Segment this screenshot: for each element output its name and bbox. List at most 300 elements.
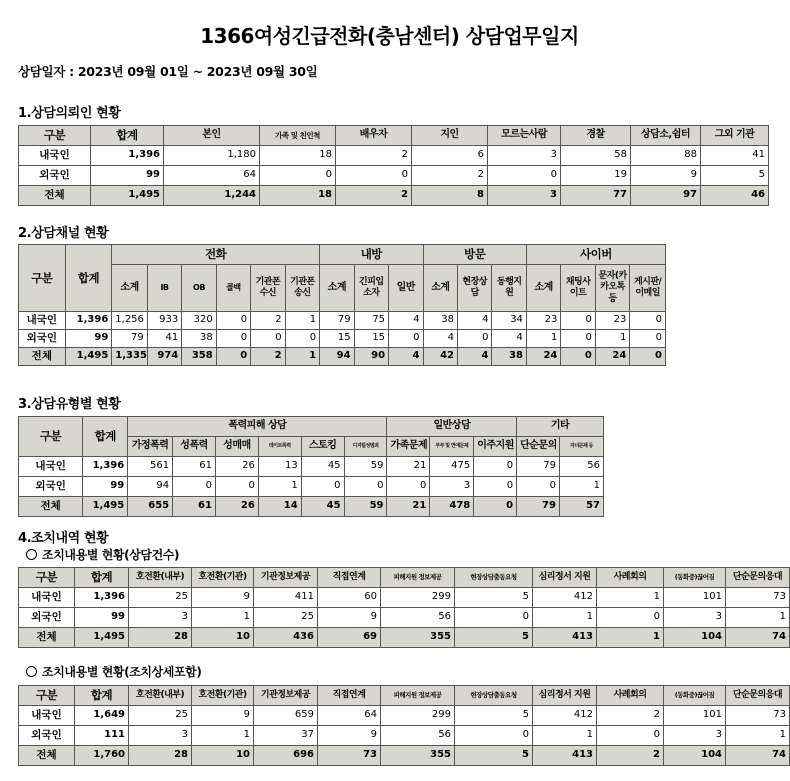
table-row bbox=[19, 588, 790, 608]
table-cell: 34 bbox=[492, 312, 526, 330]
table-cell: 38 bbox=[492, 348, 526, 366]
col-header: 호전환(내부) bbox=[129, 686, 192, 706]
action-table-detail bbox=[18, 685, 790, 766]
table-cell: 5 bbox=[701, 166, 769, 186]
table-cell: 1 bbox=[192, 726, 254, 746]
table-cell: 23 bbox=[595, 312, 629, 330]
circle-bullet-icon bbox=[26, 666, 37, 677]
table-cell: 1 bbox=[726, 726, 790, 746]
channel-table bbox=[18, 244, 666, 366]
table-cell: 659 bbox=[254, 706, 318, 726]
table-cell: 74 bbox=[726, 746, 790, 766]
col-header: 구분 bbox=[19, 417, 83, 457]
table-cell: 0 bbox=[561, 348, 595, 366]
client-table bbox=[18, 125, 769, 206]
client-table-header bbox=[19, 126, 769, 146]
section-3-heading: 3.상담유형별 현황 bbox=[18, 397, 121, 412]
table-cell: 9 bbox=[318, 726, 381, 746]
table-cell: 10 bbox=[192, 628, 254, 648]
table-cell: 15 bbox=[320, 330, 354, 348]
table-cell: 57 bbox=[559, 497, 603, 517]
table-cell: 104 bbox=[664, 746, 726, 766]
table-cell: 4 bbox=[423, 330, 457, 348]
col-header: 구분 bbox=[19, 686, 75, 706]
table-cell: 101 bbox=[664, 588, 726, 608]
table-cell: 0 bbox=[285, 330, 319, 348]
table-row bbox=[19, 477, 604, 497]
sub-header: IB bbox=[147, 265, 181, 312]
section-1-heading: 1.상담의뢰인 현황 bbox=[18, 106, 121, 121]
col-header: 합계 bbox=[75, 686, 129, 706]
table-cell: 18 bbox=[260, 186, 336, 206]
circle-bullet-icon bbox=[26, 549, 37, 560]
col-header: 호전환(기관) bbox=[192, 568, 254, 588]
channel-sub-header bbox=[19, 265, 666, 312]
table-cell: 1,396 bbox=[75, 588, 129, 608]
table-cell: 2 bbox=[251, 348, 285, 366]
table-cell: 41 bbox=[147, 330, 181, 348]
table-cell: 933 bbox=[147, 312, 181, 330]
col-header: 합계 bbox=[65, 245, 112, 312]
col-header: 호전환(내부) bbox=[129, 568, 192, 588]
table-cell: 1,649 bbox=[75, 706, 129, 726]
table-cell: 90 bbox=[354, 348, 388, 366]
table-row bbox=[19, 330, 666, 348]
table-cell: 0 bbox=[474, 497, 517, 517]
table-cell: 1,396 bbox=[83, 457, 128, 477]
table-cell: 1 bbox=[285, 312, 319, 330]
row-label: 내국인 bbox=[19, 146, 91, 166]
col-header: 심리정서 지원 bbox=[533, 568, 597, 588]
table-cell: 21 bbox=[387, 497, 430, 517]
table-cell: 0 bbox=[216, 348, 250, 366]
table-cell: 37 bbox=[254, 726, 318, 746]
table-cell: 14 bbox=[258, 497, 301, 517]
sub-header: 소계 bbox=[423, 265, 457, 312]
col-header: 기관정보제공 bbox=[254, 686, 318, 706]
table-cell: 21 bbox=[387, 457, 430, 477]
table-cell: 358 bbox=[182, 348, 216, 366]
table-cell: 1 bbox=[597, 628, 664, 648]
table-cell: 0 bbox=[488, 166, 561, 186]
table-row bbox=[19, 726, 790, 746]
col-header: 합계 bbox=[83, 417, 128, 457]
table-cell: 1,244 bbox=[164, 186, 260, 206]
sub-header: 콜백 bbox=[216, 265, 250, 312]
table-cell: 2 bbox=[597, 746, 664, 766]
type-table bbox=[18, 416, 604, 517]
table-cell: 320 bbox=[182, 312, 216, 330]
table-cell: 0 bbox=[389, 330, 423, 348]
table-cell: 3 bbox=[129, 608, 192, 628]
table-total-row bbox=[19, 348, 666, 366]
col-header: 배우자 bbox=[336, 126, 412, 146]
sub-header: 소계 bbox=[112, 265, 147, 312]
table-cell: 101 bbox=[664, 706, 726, 726]
table-cell: 0 bbox=[215, 477, 258, 497]
table-cell: 28 bbox=[129, 746, 192, 766]
table-cell: 411 bbox=[254, 588, 318, 608]
table-cell: 94 bbox=[128, 477, 173, 497]
table-cell: 5 bbox=[455, 588, 533, 608]
sub-header: 데이트폭력 bbox=[258, 437, 301, 457]
table-cell: 60 bbox=[318, 588, 381, 608]
table-cell: 56 bbox=[381, 726, 455, 746]
col-header: 구분 bbox=[19, 245, 66, 312]
table-cell: 3 bbox=[488, 146, 561, 166]
table-cell: 1,495 bbox=[75, 628, 129, 648]
table-cell: 46 bbox=[701, 186, 769, 206]
table-total-row bbox=[19, 746, 790, 766]
table-cell: 79 bbox=[517, 497, 560, 517]
table-cell: 1,256 bbox=[112, 312, 147, 330]
row-label: 전체 bbox=[19, 186, 91, 206]
table-cell: 1,760 bbox=[75, 746, 129, 766]
table-cell: 45 bbox=[301, 457, 344, 477]
sub-header: 디지털성범죄 bbox=[344, 437, 387, 457]
table-cell: 25 bbox=[129, 588, 192, 608]
row-label: 전체 bbox=[19, 746, 75, 766]
table-cell: 413 bbox=[533, 628, 597, 648]
table-cell: 23 bbox=[526, 312, 560, 330]
table-cell: 9 bbox=[192, 706, 254, 726]
table-cell: 0 bbox=[630, 348, 666, 366]
page-title: 1366여성긴급전화(충남센터) 상담업무일지 bbox=[200, 24, 579, 48]
table-cell: 1,495 bbox=[91, 186, 164, 206]
table-cell: 4 bbox=[389, 348, 423, 366]
table-cell: 0 bbox=[561, 330, 595, 348]
group-header: 일반상담 bbox=[387, 417, 517, 437]
sub-header: 스토킹 bbox=[301, 437, 344, 457]
col-header: 직접연계 bbox=[318, 568, 381, 588]
table-cell: 1 bbox=[533, 608, 597, 628]
table-cell: 436 bbox=[254, 628, 318, 648]
action-table-header bbox=[19, 568, 790, 588]
table-cell: 3 bbox=[664, 608, 726, 628]
table-cell: 1,396 bbox=[91, 146, 164, 166]
table-cell: 25 bbox=[129, 706, 192, 726]
table-row bbox=[19, 312, 666, 330]
sub-header: 자녀문제 등 bbox=[559, 437, 603, 457]
table-cell: 0 bbox=[387, 477, 430, 497]
table-cell: 104 bbox=[664, 628, 726, 648]
sub-header: 성매매 bbox=[215, 437, 258, 457]
table-cell: 26 bbox=[215, 497, 258, 517]
table-row bbox=[19, 457, 604, 477]
table-cell: 99 bbox=[83, 477, 128, 497]
row-label: 외국인 bbox=[19, 726, 75, 746]
channel-group-header bbox=[19, 245, 666, 265]
subsection-2-heading: 조치내용별 현황(조치상세포함) bbox=[26, 663, 201, 680]
table-cell: 5 bbox=[455, 706, 533, 726]
table-cell: 75 bbox=[354, 312, 388, 330]
sub-header: 동행지원 bbox=[492, 265, 526, 312]
table-cell: 0 bbox=[216, 312, 250, 330]
col-header: 호전환(기관) bbox=[192, 686, 254, 706]
col-header: (동화중)끊어짐 bbox=[664, 568, 726, 588]
col-header: 피해지원 정보제공 bbox=[381, 686, 455, 706]
group-header: 내방 bbox=[320, 245, 423, 265]
table-cell: 26 bbox=[215, 457, 258, 477]
table-cell: 15 bbox=[354, 330, 388, 348]
table-cell: 111 bbox=[75, 726, 129, 746]
table-cell: 9 bbox=[318, 608, 381, 628]
table-cell: 1,335 bbox=[112, 348, 147, 366]
col-header: 직접연계 bbox=[318, 686, 381, 706]
group-header: 기타 bbox=[517, 417, 604, 437]
col-header: 가족 및 친인척 bbox=[260, 126, 336, 146]
sub-header: OB bbox=[182, 265, 216, 312]
row-label: 전체 bbox=[19, 348, 66, 366]
col-header: 본인 bbox=[164, 126, 260, 146]
col-header: 현장상담출동요청 bbox=[455, 686, 533, 706]
table-cell: 10 bbox=[192, 746, 254, 766]
sub-header: 성폭력 bbox=[173, 437, 216, 457]
col-header: 피해지원 정보제공 bbox=[381, 568, 455, 588]
table-cell: 13 bbox=[258, 457, 301, 477]
table-cell: 38 bbox=[423, 312, 457, 330]
table-cell: 1 bbox=[595, 330, 629, 348]
col-header: 구분 bbox=[19, 568, 75, 588]
table-cell: 0 bbox=[630, 330, 666, 348]
table-cell: 478 bbox=[430, 497, 474, 517]
sub-header: 기관폰 수신 bbox=[251, 265, 285, 312]
row-label: 외국인 bbox=[19, 330, 66, 348]
table-cell: 79 bbox=[517, 457, 560, 477]
sub-header: 부부 및 연애문제 bbox=[430, 437, 474, 457]
col-header: 상담소,쉼터 bbox=[631, 126, 701, 146]
table-cell: 69 bbox=[318, 628, 381, 648]
group-header: 사이버 bbox=[526, 245, 665, 265]
table-row bbox=[19, 706, 790, 726]
table-cell: 59 bbox=[344, 497, 387, 517]
table-cell: 2 bbox=[251, 312, 285, 330]
col-header: 지인 bbox=[412, 126, 488, 146]
table-cell: 0 bbox=[455, 726, 533, 746]
table-cell: 94 bbox=[320, 348, 354, 366]
sub-header: 문자(카카오톡등 bbox=[595, 265, 629, 312]
table-cell: 0 bbox=[216, 330, 250, 348]
table-cell: 2 bbox=[412, 166, 488, 186]
table-cell: 25 bbox=[254, 608, 318, 628]
table-cell: 1 bbox=[597, 588, 664, 608]
table-cell: 0 bbox=[251, 330, 285, 348]
row-label: 내국인 bbox=[19, 706, 75, 726]
row-label: 외국인 bbox=[19, 166, 91, 186]
table-cell: 56 bbox=[559, 457, 603, 477]
table-cell: 1 bbox=[559, 477, 603, 497]
table-cell: 1,180 bbox=[164, 146, 260, 166]
table-cell: 56 bbox=[381, 608, 455, 628]
table-cell: 0 bbox=[457, 330, 491, 348]
table-cell: 88 bbox=[631, 146, 701, 166]
table-cell: 97 bbox=[631, 186, 701, 206]
row-label: 외국인 bbox=[19, 608, 75, 628]
table-cell: 299 bbox=[381, 588, 455, 608]
table-cell: 0 bbox=[173, 477, 216, 497]
table-cell: 4 bbox=[457, 348, 491, 366]
table-cell: 355 bbox=[381, 746, 455, 766]
table-cell: 3 bbox=[129, 726, 192, 746]
table-cell: 8 bbox=[412, 186, 488, 206]
group-header: 폭력피해 상담 bbox=[128, 417, 387, 437]
col-header: 경찰 bbox=[561, 126, 631, 146]
table-cell: 299 bbox=[381, 706, 455, 726]
table-cell: 0 bbox=[301, 477, 344, 497]
table-cell: 412 bbox=[533, 588, 597, 608]
row-label: 내국인 bbox=[19, 457, 83, 477]
table-cell: 18 bbox=[260, 146, 336, 166]
table-cell: 6 bbox=[412, 146, 488, 166]
col-header: 모르는사람 bbox=[488, 126, 561, 146]
table-cell: 61 bbox=[173, 457, 216, 477]
col-header: 단순문의응대 bbox=[726, 568, 790, 588]
sub-header: 기관폰 송신 bbox=[285, 265, 319, 312]
col-header: 사례회의 bbox=[597, 686, 664, 706]
table-cell: 0 bbox=[455, 608, 533, 628]
table-cell: 79 bbox=[112, 330, 147, 348]
table-cell: 475 bbox=[430, 457, 474, 477]
table-cell: 64 bbox=[318, 706, 381, 726]
table-cell: 1 bbox=[192, 608, 254, 628]
table-cell: 2 bbox=[597, 706, 664, 726]
table-cell: 9 bbox=[192, 588, 254, 608]
table-cell: 412 bbox=[533, 706, 597, 726]
sub-header: 긴피입소자 bbox=[354, 265, 388, 312]
subsection-1-heading: 조치내용별 현황(상담건수) bbox=[26, 546, 179, 563]
table-cell: 0 bbox=[474, 477, 517, 497]
table-cell: 1,396 bbox=[65, 312, 112, 330]
table-cell: 19 bbox=[561, 166, 631, 186]
table-cell: 99 bbox=[65, 330, 112, 348]
table-row bbox=[19, 166, 769, 186]
table-cell: 1 bbox=[526, 330, 560, 348]
table-cell: 0 bbox=[260, 166, 336, 186]
group-header: 전화 bbox=[112, 245, 320, 265]
table-row bbox=[19, 146, 769, 166]
col-header: 현장상담출동요청 bbox=[455, 568, 533, 588]
table-cell: 77 bbox=[561, 186, 631, 206]
table-cell: 974 bbox=[147, 348, 181, 366]
action-table-header bbox=[19, 686, 790, 706]
sub-header: 가족문제 bbox=[387, 437, 430, 457]
table-cell: 38 bbox=[182, 330, 216, 348]
table-cell: 355 bbox=[381, 628, 455, 648]
table-cell: 1,495 bbox=[65, 348, 112, 366]
table-cell: 73 bbox=[726, 588, 790, 608]
table-cell: 5 bbox=[455, 746, 533, 766]
table-cell: 1 bbox=[285, 348, 319, 366]
table-cell: 0 bbox=[597, 608, 664, 628]
row-label: 전체 bbox=[19, 497, 83, 517]
table-cell: 45 bbox=[301, 497, 344, 517]
col-header: 사례회의 bbox=[597, 568, 664, 588]
type-group-header bbox=[19, 417, 604, 437]
table-cell: 0 bbox=[336, 166, 412, 186]
consult-period: 상담일자 : 2023년 09월 01일 ~ 2023년 09월 30일 bbox=[18, 64, 318, 79]
table-cell: 0 bbox=[597, 726, 664, 746]
table-cell: 0 bbox=[517, 477, 560, 497]
sub-header: 소계 bbox=[320, 265, 354, 312]
table-cell: 655 bbox=[128, 497, 173, 517]
sub-header: 게시판/이메일 bbox=[630, 265, 666, 312]
col-header: 구분 bbox=[19, 126, 91, 146]
table-cell: 1,495 bbox=[83, 497, 128, 517]
col-header: 단순문의응대 bbox=[726, 686, 790, 706]
row-label: 내국인 bbox=[19, 588, 75, 608]
col-header: 합계 bbox=[75, 568, 129, 588]
table-cell: 1 bbox=[258, 477, 301, 497]
table-cell: 3 bbox=[430, 477, 474, 497]
col-header: 그외 기관 bbox=[701, 126, 769, 146]
table-cell: 0 bbox=[344, 477, 387, 497]
sub-header: 소계 bbox=[526, 265, 560, 312]
table-cell: 3 bbox=[664, 726, 726, 746]
table-cell: 74 bbox=[726, 628, 790, 648]
table-cell: 24 bbox=[526, 348, 560, 366]
table-total-row bbox=[19, 497, 604, 517]
table-cell: 1 bbox=[726, 608, 790, 628]
table-cell: 0 bbox=[561, 312, 595, 330]
sub-header: 일반 bbox=[389, 265, 423, 312]
col-header: 합계 bbox=[91, 126, 164, 146]
table-cell: 24 bbox=[595, 348, 629, 366]
sub-header: 단순문의 bbox=[517, 437, 560, 457]
sub-header: 채팅사이트 bbox=[561, 265, 595, 312]
col-header: 심리정서 지원 bbox=[533, 686, 597, 706]
table-cell: 28 bbox=[129, 628, 192, 648]
table-cell: 2 bbox=[336, 186, 412, 206]
table-cell: 73 bbox=[318, 746, 381, 766]
table-cell: 0 bbox=[630, 312, 666, 330]
table-cell: 9 bbox=[631, 166, 701, 186]
sub-header: 가정폭력 bbox=[128, 437, 173, 457]
table-cell: 2 bbox=[336, 146, 412, 166]
table-cell: 3 bbox=[488, 186, 561, 206]
table-cell: 64 bbox=[164, 166, 260, 186]
table-cell: 42 bbox=[423, 348, 457, 366]
table-cell: 99 bbox=[75, 608, 129, 628]
sub-header: 이주지원 bbox=[474, 437, 517, 457]
table-cell: 79 bbox=[320, 312, 354, 330]
sub-header: 현장상담 bbox=[457, 265, 491, 312]
table-total-row bbox=[19, 186, 769, 206]
table-cell: 413 bbox=[533, 746, 597, 766]
row-label: 내국인 bbox=[19, 312, 66, 330]
table-cell: 5 bbox=[455, 628, 533, 648]
table-cell: 696 bbox=[254, 746, 318, 766]
table-cell: 61 bbox=[173, 497, 216, 517]
row-label: 전체 bbox=[19, 628, 75, 648]
table-cell: 561 bbox=[128, 457, 173, 477]
row-label: 외국인 bbox=[19, 477, 83, 497]
section-2-heading: 2.상담채널 현황 bbox=[18, 226, 109, 241]
table-cell: 4 bbox=[389, 312, 423, 330]
table-cell: 59 bbox=[344, 457, 387, 477]
table-cell: 41 bbox=[701, 146, 769, 166]
col-header: 기관정보제공 bbox=[254, 568, 318, 588]
col-header: (동화중)끊어짐 bbox=[664, 686, 726, 706]
group-header: 방문 bbox=[423, 245, 526, 265]
table-cell: 1 bbox=[533, 726, 597, 746]
table-total-row bbox=[19, 628, 790, 648]
action-table-count bbox=[18, 567, 790, 648]
section-4-heading: 4.조치내역 현황 bbox=[18, 531, 109, 546]
table-cell: 0 bbox=[474, 457, 517, 477]
table-row bbox=[19, 608, 790, 628]
table-cell: 4 bbox=[457, 312, 491, 330]
table-cell: 58 bbox=[561, 146, 631, 166]
